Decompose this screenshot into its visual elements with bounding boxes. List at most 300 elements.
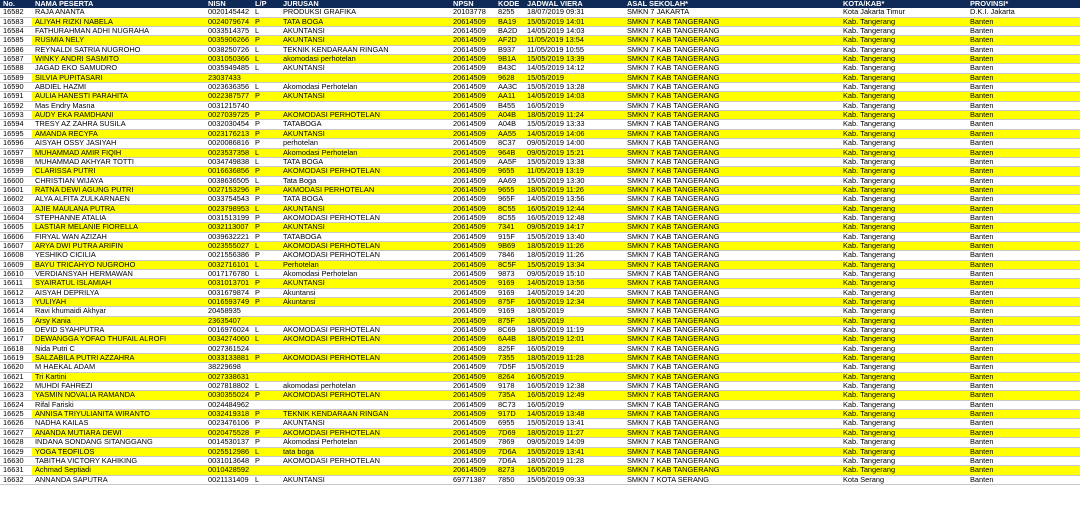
table-row[interactable] xyxy=(0,101,1080,110)
table-cell: 0031013648 xyxy=(208,456,250,465)
table-cell: 0016593749 xyxy=(205,298,252,307)
table-cell: 20614509 xyxy=(453,213,486,222)
table-cell: 20614509 xyxy=(453,306,486,316)
table-cell: Banten xyxy=(967,354,1080,363)
table-row[interactable] xyxy=(0,288,1080,297)
table-cell: 11/05/2019 13:54 xyxy=(524,36,624,45)
table-row[interactable] xyxy=(0,120,1080,129)
table-cell: Kab. Tangerang xyxy=(840,185,967,194)
table-cell: 16626 xyxy=(3,418,24,428)
table-cell: AKUNTANSI xyxy=(280,36,450,45)
table-cell: Rifal Fariski xyxy=(35,400,74,409)
table-cell: TATABOGA xyxy=(283,119,322,129)
column-header[interactable]: JADWAL VIERA xyxy=(524,0,624,8)
table-cell: 20614509 xyxy=(453,119,486,129)
table-cell: 0023176213 xyxy=(205,129,252,138)
table-row[interactable] xyxy=(0,139,1080,148)
table-row[interactable] xyxy=(0,73,1080,82)
table-cell xyxy=(280,344,450,353)
table-row[interactable] xyxy=(0,447,1080,456)
table-row[interactable] xyxy=(0,45,1080,54)
table-cell: SMKN 7 KAB TANGERANG xyxy=(627,288,720,297)
table-cell: SMKN 7 KAB TANGERANG xyxy=(624,447,840,456)
table-row[interactable] xyxy=(0,363,1080,372)
table-cell: 16604 xyxy=(3,213,24,222)
table-cell: 965F xyxy=(498,194,515,204)
table-row[interactable] xyxy=(0,167,1080,176)
table-row[interactable] xyxy=(0,223,1080,232)
table-cell: L xyxy=(255,176,260,185)
column-header[interactable]: KOTA/KAB* xyxy=(840,0,967,8)
table-row[interactable] xyxy=(0,232,1080,241)
table-row[interactable] xyxy=(0,251,1080,260)
table-cell: Nida Putri C xyxy=(35,344,75,353)
table-row[interactable] xyxy=(0,213,1080,222)
table-cell: L xyxy=(255,475,260,484)
column-header[interactable]: ASAL SEKOLAH* xyxy=(624,0,840,8)
table-cell: L xyxy=(252,55,280,64)
table-cell: ABDIEL HAZMI xyxy=(35,82,87,92)
table-row[interactable] xyxy=(0,260,1080,269)
table-cell: 16589 xyxy=(3,73,24,82)
table-cell: SMKN 7 KAB TANGERANG xyxy=(624,372,840,381)
table-row[interactable] xyxy=(0,382,1080,391)
table-cell: AKOMODASI PERHOTELAN xyxy=(280,241,450,250)
table-cell: TABITHA VICTORY KAHIKING xyxy=(35,456,138,465)
table-cell: 8273 xyxy=(495,466,524,475)
column-header[interactable]: PROVINSI* xyxy=(967,0,1080,8)
table-cell: Kab. Tangerang xyxy=(843,344,896,353)
table-cell: Kab. Tangerang xyxy=(840,36,967,45)
table-cell: SMKN 7 KAB TANGERANG xyxy=(624,260,840,269)
table-cell: P xyxy=(252,279,280,288)
table-cell: Kab. Tangerang xyxy=(843,456,896,465)
table-cell: 20614509 xyxy=(453,456,486,465)
table-row[interactable] xyxy=(0,185,1080,194)
table-cell: 16/05/2019 xyxy=(524,466,624,475)
table-cell: 0020145442 xyxy=(208,8,250,17)
table-cell: 20614509 xyxy=(453,176,486,185)
table-cell: Banten xyxy=(967,466,1080,475)
table-cell xyxy=(252,307,280,316)
table-cell: Banten xyxy=(967,260,1080,269)
table-cell: SMKN 7 KAB TANGERANG xyxy=(627,176,720,185)
table-cell: PRODUKSI GRAFIKA xyxy=(283,8,357,17)
table-cell: 20614509 xyxy=(450,410,495,419)
table-cell: BAYU TRICAHYO NUGROHO xyxy=(32,260,205,269)
table-cell: P xyxy=(255,232,260,241)
table-cell: P xyxy=(252,354,280,363)
table-cell: Kab. Tangerang xyxy=(843,26,896,36)
table-cell: 20614509 xyxy=(450,111,495,120)
column-header[interactable]: L/P xyxy=(252,0,280,8)
table-cell: STEPHANNE ATALIA xyxy=(35,213,107,222)
table-cell: Banten xyxy=(967,279,1080,288)
table-cell: Kab. Tangerang xyxy=(840,428,967,437)
table-row[interactable] xyxy=(0,8,1080,17)
table-cell: 8C55 xyxy=(495,204,524,213)
table-cell: SMKN 7 KAB TANGERANG xyxy=(624,279,840,288)
table-cell: 16620 xyxy=(3,362,24,372)
table-row[interactable] xyxy=(0,195,1080,204)
table-cell: P xyxy=(255,250,260,260)
table-cell: AULIA HANESTI PARAHITA xyxy=(32,92,205,101)
table-cell: Banten xyxy=(970,194,994,204)
table-cell: Kab. Tangerang xyxy=(843,288,896,297)
table-cell: Banten xyxy=(967,185,1080,194)
table-cell: P xyxy=(255,213,260,222)
table-row[interactable] xyxy=(0,335,1080,344)
table-cell: Banten xyxy=(970,176,994,185)
table-cell: 18/05/2019 11:19 xyxy=(527,325,584,335)
table-cell: Kab. Tangerang xyxy=(840,335,967,344)
table-cell: AKUNTANSI xyxy=(280,279,450,288)
table-cell: 0027039725 xyxy=(205,111,252,120)
table-cell: 6955 xyxy=(498,418,515,428)
table-row[interactable] xyxy=(0,400,1080,409)
table-cell: akomodasi perhotelan xyxy=(280,55,450,64)
table-cell: 20614509 xyxy=(450,92,495,101)
table-cell: 20614509 xyxy=(453,250,486,260)
table-cell: REYNALDI SATRIA NUGROHO xyxy=(35,45,141,54)
table-cell: P xyxy=(252,111,280,120)
table-cell: TATABOGA xyxy=(283,232,322,241)
table-cell: 0025512986 xyxy=(205,447,252,456)
table-cell: 16/05/2019 12:48 xyxy=(527,213,585,222)
table-cell: 38229698 xyxy=(208,362,241,372)
table-cell: 8C5F xyxy=(495,260,524,269)
table-row[interactable] xyxy=(0,456,1080,465)
table-cell: AKUNTANSI xyxy=(283,475,325,484)
table-cell: AJIE MAULANA PUTRA xyxy=(32,204,205,213)
table-row[interactable] xyxy=(0,298,1080,307)
table-cell: Kab. Tangerang xyxy=(843,306,896,316)
column-header[interactable]: NPSN xyxy=(450,0,495,8)
table-cell: 16596 xyxy=(3,138,24,148)
table-cell: D.K.I. Jakarta xyxy=(970,8,1015,17)
table-cell: 0031679874 xyxy=(208,288,250,297)
table-cell: P xyxy=(252,410,280,419)
table-cell: 0038250726 xyxy=(208,45,250,54)
table-cell: Banten xyxy=(967,372,1080,381)
table-cell: SMKN 7 KAB TANGERANG xyxy=(627,45,720,54)
table-cell: AKOMODASI PERHOTELAN xyxy=(283,213,380,222)
table-cell: Kab. Tangerang xyxy=(843,381,896,391)
table-cell: 16593 xyxy=(3,110,24,120)
table-cell: ANNANDA SAPUTRA xyxy=(35,475,108,484)
column-header[interactable]: KODE xyxy=(495,0,524,8)
table-cell: 16/05/2019 xyxy=(527,344,564,353)
table-cell: 0035949485 xyxy=(208,63,250,73)
table-cell: Achmad Septiadi xyxy=(32,466,205,475)
table-cell: P xyxy=(252,17,280,26)
column-header[interactable]: No. xyxy=(0,0,32,8)
table-cell: SMKN 7 KAB TANGERANG xyxy=(627,437,720,447)
table-cell: Banten xyxy=(970,213,994,222)
table-cell: 0033133881 xyxy=(205,354,252,363)
column-header[interactable]: NISN xyxy=(205,0,252,8)
table-row[interactable] xyxy=(0,83,1080,92)
table-row[interactable] xyxy=(0,466,1080,475)
table-cell: 14/05/2019 14:12 xyxy=(527,63,585,73)
table-cell: 0032113007 xyxy=(205,223,252,232)
table-cell: 0023555027 xyxy=(205,241,252,250)
table-cell: SMKN 7 KAB TANGERANG xyxy=(624,428,840,437)
table-cell: 18/05/2019 xyxy=(527,306,564,316)
table-cell: 16602 xyxy=(3,194,24,204)
table-cell: 20614509 xyxy=(453,194,486,204)
table-cell: SMKN 7 KAB TANGERANG xyxy=(627,63,720,73)
table-cell: B43C xyxy=(498,63,517,73)
table-cell: 9B69 xyxy=(495,241,524,250)
table-cell: 16603 xyxy=(3,204,24,213)
table-cell: 16632 xyxy=(3,475,24,484)
table-cell: 7341 xyxy=(495,223,524,232)
table-row[interactable] xyxy=(0,64,1080,73)
table-cell: 16617 xyxy=(3,334,24,344)
table-cell: 20614509 xyxy=(450,129,495,138)
table-cell: 0016976024 xyxy=(208,325,250,335)
table-cell: 9655 xyxy=(495,185,524,194)
table-cell: Kab. Tangerang xyxy=(843,194,896,204)
table-cell: Akomodasi Perhotelan xyxy=(283,437,358,447)
table-cell: 15/05/2019 13:41 xyxy=(524,447,624,456)
table-row[interactable] xyxy=(0,344,1080,353)
table-cell xyxy=(280,372,450,381)
table-cell: Banten xyxy=(967,428,1080,437)
table-row[interactable] xyxy=(0,428,1080,437)
table-cell: 16/05/2019 12:38 xyxy=(527,381,585,391)
table-row[interactable] xyxy=(0,316,1080,325)
table-cell: 16586 xyxy=(3,45,24,54)
table-cell: Kab. Tangerang xyxy=(840,298,967,307)
table-row[interactable] xyxy=(0,55,1080,64)
table-cell: 16621 xyxy=(3,372,24,381)
table-cell: Banten xyxy=(970,250,994,260)
table-cell: 16614 xyxy=(3,306,24,316)
table-row[interactable] xyxy=(0,204,1080,213)
table-cell: Banten xyxy=(970,26,994,36)
table-cell: SMKN 7 KAB TANGERANG xyxy=(624,335,840,344)
table-cell: Kab. Tangerang xyxy=(840,204,967,213)
table-row[interactable] xyxy=(0,372,1080,381)
table-cell: A04B xyxy=(498,119,517,129)
table-cell: 8264 xyxy=(495,372,524,381)
table-cell: 14/05/2019 14:06 xyxy=(524,129,624,138)
table-cell: 18/05/2019 xyxy=(524,316,624,325)
table-row[interactable] xyxy=(0,419,1080,428)
table-cell: tata boga xyxy=(280,447,450,456)
table-row[interactable] xyxy=(0,269,1080,278)
table-cell: Kab. Tangerang xyxy=(843,176,896,185)
table-cell: 20614509 xyxy=(453,362,486,372)
table-cell: 7850 xyxy=(498,475,515,484)
table-cell: 20614509 xyxy=(450,316,495,325)
table-cell: 20614509 xyxy=(453,101,486,110)
table-cell: 16599 xyxy=(3,166,24,176)
table-cell: SMKN 7 KAB TANGERANG xyxy=(627,194,720,204)
table-cell: Banten xyxy=(967,335,1080,344)
table-cell: 15/05/2019 13:38 xyxy=(527,157,585,166)
table-cell: 0024484962 xyxy=(208,400,250,409)
table-cell: SMKN 7 KAB TANGERANG xyxy=(624,73,840,82)
table-cell: 16597 xyxy=(3,148,24,157)
table-cell: SMKN 7 KAB TANGERANG xyxy=(624,167,840,176)
table-cell: L xyxy=(252,260,280,269)
table-row[interactable] xyxy=(0,241,1080,250)
table-row[interactable] xyxy=(0,111,1080,120)
table-cell: 0032419318 xyxy=(205,410,252,419)
table-cell: SMKN 7 KAB TANGERANG xyxy=(627,456,720,465)
table-cell: L xyxy=(252,447,280,456)
table-cell: 0017176780 xyxy=(208,269,250,278)
table-cell: 9873 xyxy=(498,269,515,278)
table-cell: Banten xyxy=(970,344,994,353)
table-cell: Banten xyxy=(967,447,1080,456)
table-cell: P xyxy=(252,298,280,307)
table-cell: 0010428592 xyxy=(205,466,252,475)
table-cell: 20614509 xyxy=(453,157,486,166)
table-cell: B937 xyxy=(498,45,516,54)
table-cell xyxy=(252,316,280,325)
table-row[interactable] xyxy=(0,326,1080,335)
table-cell: Kab. Tangerang xyxy=(840,410,967,419)
table-cell: VERDIANSYAH HERMAWAN xyxy=(35,269,133,278)
table-cell: L xyxy=(255,45,260,54)
table-cell: AISYAH OSSY JASIYAH xyxy=(35,138,117,148)
table-cell: Tri Kartini xyxy=(32,372,205,381)
table-cell: LASTIAR MELANIE FIORELLA xyxy=(32,223,205,232)
table-cell: AF2D xyxy=(495,36,524,45)
table-cell: FATHURAHMAN ADHI NUGRAHA xyxy=(35,26,150,36)
table-row[interactable] xyxy=(0,129,1080,138)
table-row[interactable] xyxy=(0,354,1080,363)
table-cell: AISYAH DEPRILYA xyxy=(35,288,100,297)
table-row[interactable] xyxy=(0,475,1080,484)
table-row[interactable] xyxy=(0,148,1080,157)
table-cell: MUHAMMAD AKHYAR TOTTI xyxy=(35,157,134,166)
table-cell: 0023476106 xyxy=(208,418,250,428)
table-cell: 20614509 xyxy=(450,298,495,307)
column-header[interactable]: JURUSAN xyxy=(280,0,450,8)
table-cell: 23635407 xyxy=(205,316,252,325)
table-row[interactable] xyxy=(0,438,1080,447)
table-cell: 8C55 xyxy=(498,213,516,222)
table-cell: 09/05/2019 14:17 xyxy=(524,223,624,232)
table-row[interactable] xyxy=(0,410,1080,419)
table-cell: 20614509 xyxy=(450,148,495,157)
table-cell: P xyxy=(252,167,280,176)
table-cell: 09/05/2019 14:09 xyxy=(527,437,585,447)
table-cell: 20614509 xyxy=(453,26,486,36)
table-row[interactable] xyxy=(0,157,1080,166)
table-cell: SMKN 7 KAB TANGERANG xyxy=(624,466,840,475)
table-cell: 917D xyxy=(495,410,524,419)
table-row[interactable] xyxy=(0,27,1080,36)
column-header[interactable]: NAMA PESERTA xyxy=(32,0,205,8)
table-cell: 7D5F xyxy=(498,362,517,372)
table-cell: 20614509 xyxy=(450,55,495,64)
table-cell: 20614509 xyxy=(450,223,495,232)
table-cell: 20614509 xyxy=(450,185,495,194)
table-cell: Banten xyxy=(970,119,994,129)
table-cell: 20614509 xyxy=(453,82,486,92)
table-row[interactable] xyxy=(0,36,1080,45)
table-cell: SMKN 7 KAB TANGERANG xyxy=(627,101,720,110)
table-cell: 915F xyxy=(498,232,515,241)
table-cell: SMKN 7 KAB TANGERANG xyxy=(627,344,720,353)
table-cell: Kota Jakarta Timur xyxy=(843,8,906,17)
table-cell: SMKN 7 KAB TANGERANG xyxy=(627,138,720,148)
table-cell: SMKN 7 KAB TANGERANG xyxy=(624,241,840,250)
table-row[interactable] xyxy=(0,279,1080,288)
table-cell: AKUNTANSI xyxy=(280,92,450,101)
table-cell: 0020475528 xyxy=(205,428,252,437)
table-row[interactable] xyxy=(0,92,1080,101)
table-cell: 18/05/2019 11:28 xyxy=(527,456,584,465)
table-cell xyxy=(280,400,450,409)
table-cell: 16584 xyxy=(3,26,24,36)
table-cell: L xyxy=(255,269,260,278)
table-cell: 7869 xyxy=(498,437,515,447)
table-cell: FIRYAL WAN AZIZAH xyxy=(35,232,107,241)
table-cell: 0031513199 xyxy=(208,213,250,222)
table-cell: TEKNIK KENDARAAN RINGAN xyxy=(280,410,450,419)
table-cell: 14/05/2019 14:20 xyxy=(527,288,585,297)
table-cell: Banten xyxy=(970,400,994,409)
table-cell: YOGA TEOFILOS xyxy=(32,447,205,456)
table-cell: Kab. Tangerang xyxy=(843,82,896,92)
table-cell: L xyxy=(252,241,280,250)
table-cell: Banten xyxy=(970,101,994,110)
table-cell xyxy=(252,101,280,110)
table-cell: Kab. Tangerang xyxy=(840,354,967,363)
table-cell: 16/05/2019 12:34 xyxy=(524,298,624,307)
table-cell: 20614509 xyxy=(453,63,486,73)
table-cell: P xyxy=(255,138,260,148)
table-cell: 0032030454 xyxy=(208,119,250,129)
table-row[interactable] xyxy=(0,176,1080,185)
table-cell: L xyxy=(252,204,280,213)
table-row[interactable] xyxy=(0,307,1080,316)
table-cell: CLARISSA PUTRI xyxy=(32,167,205,176)
table-row[interactable] xyxy=(0,17,1080,26)
table-cell: ANANDA MUTIARA DEWI xyxy=(32,428,205,437)
table-cell: TRESY AZ ZAHRA SUSILA xyxy=(35,119,126,129)
table-cell: 0031050366 xyxy=(205,55,252,64)
table-cell: AA69 xyxy=(498,176,517,185)
table-cell: 16623 xyxy=(3,390,24,400)
table-cell: Kab. Tangerang xyxy=(843,63,896,73)
table-cell: ALYA ALFITA ZULKARNAEN xyxy=(35,194,130,204)
table-cell: 20614509 xyxy=(453,288,486,297)
table-cell: AKOMODASI PERHOTELAN xyxy=(280,354,450,363)
table-cell: SILVIA PUPITASARI xyxy=(32,73,205,82)
table-cell: Kab. Tangerang xyxy=(843,325,896,335)
table-cell xyxy=(252,73,280,82)
table-cell: 0033754543 xyxy=(208,194,250,204)
table-cell: AKOMODASI PERHOTELAN xyxy=(280,391,450,400)
table-cell: Banten xyxy=(967,316,1080,325)
table-cell: 0027338631 xyxy=(205,372,252,381)
table-cell: L xyxy=(255,82,260,92)
table-cell: Banten xyxy=(967,111,1080,120)
table-cell: 16/05/2019 xyxy=(527,400,564,409)
table-cell: 7D69 xyxy=(495,428,524,437)
table-cell: BA19 xyxy=(495,17,524,26)
table-cell: 0022387577 xyxy=(205,92,252,101)
table-row[interactable] xyxy=(0,391,1080,400)
